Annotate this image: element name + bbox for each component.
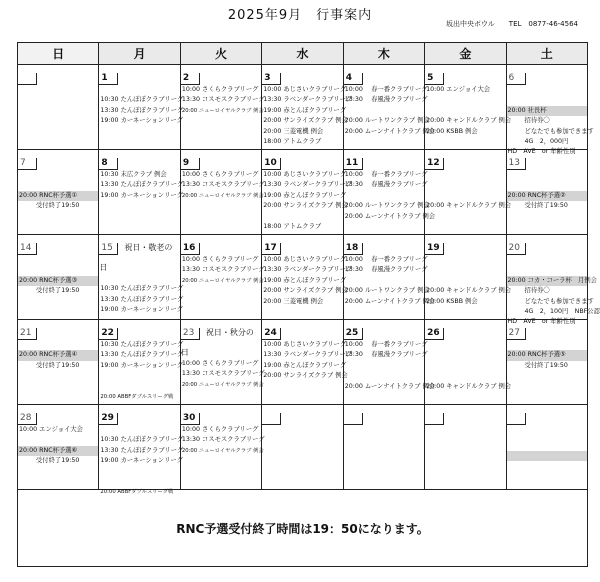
day-number: 23 (181, 328, 200, 340)
day-cell (99, 150, 184, 235)
event: 13:30 ラベンダークラブリーグ (263, 181, 353, 189)
event: 10:00 エンジョイ大会 (19, 426, 83, 433)
day-cell (425, 320, 512, 405)
day-number: 29 (99, 413, 118, 425)
event: 10:00 あじさいクラブリーグ (263, 171, 347, 178)
event: 20:00 ニューロイヤルクラブ 例会 (181, 277, 264, 284)
event: 10:00 春一番クラブリーグ (344, 341, 428, 348)
weekday-sun: 日 (18, 43, 99, 65)
event: 18:00 アトムクラブ (263, 138, 322, 146)
event: 20:00 ムーンナイトクラブ 例会 (344, 127, 436, 135)
event: 13:30 春風漫クラブリーグ (344, 351, 428, 359)
day-number: 4 (344, 73, 363, 85)
event: 13:30 ラベンダークラブリーグ (263, 351, 353, 359)
event: 10:30 たんぽぽクラブリーグ (100, 96, 184, 104)
day-cell (506, 235, 600, 326)
day-cell-empty (18, 65, 99, 150)
event: どなたでも参加できます (524, 127, 594, 135)
event: 20:00 ムーンナイトクラブ 例会 (344, 297, 436, 305)
event: 20:00 サンライズクラブ 例会 (263, 117, 348, 125)
week-row (18, 150, 588, 235)
event: 20:00 キャンドルクラブ 例会 (426, 202, 512, 210)
day-number: 22 (99, 328, 118, 340)
day-number: 8 (99, 158, 118, 170)
event: 20:00 RNC杯予選① (18, 191, 98, 201)
event: 10:00 さくらクラブリーグ (181, 256, 259, 263)
day-number: 20 (507, 243, 526, 255)
weekday-mon: 月 (99, 43, 180, 65)
event: 10:00 さくらクラブリーグ (181, 360, 259, 367)
day-cell (18, 235, 99, 320)
day-cell (180, 150, 265, 235)
event: 4G 2，000円 (524, 138, 569, 145)
event: 20:00 ニューロイヤルクラブ 例会 (181, 192, 264, 199)
holiday-label: 祝日・敬老の日 (99, 243, 173, 272)
day-cell (425, 235, 512, 320)
calendar-table (17, 42, 600, 567)
event: 4G 2，100円 NBF公認 (524, 308, 600, 315)
day-number: 10 (262, 158, 281, 170)
day-cell (18, 405, 99, 490)
event: 13:30 ラベンダークラブリーグ (263, 96, 353, 104)
event: 20:00 ABBFダブルスリーグ戦 (100, 489, 174, 496)
event: 13:30 春風漫クラブリーグ (344, 181, 428, 189)
event: 10:30 末広クラブ 例会 (100, 171, 167, 178)
venue-tel: TEL 0877-46-4564 (508, 20, 578, 28)
page-title: 2025年9月 行事案内 (227, 8, 373, 23)
event: 20:00 ムーンナイトクラブ 例会 (344, 212, 436, 220)
day-number: 13 (507, 158, 526, 170)
event: 13:30 コスモスクラブリーグ (181, 370, 265, 378)
day-cell (18, 150, 99, 235)
day-number: 14 (18, 243, 37, 255)
event: 19:00 赤とんぼクラブリーグ (263, 276, 347, 284)
event: 13:30 コスモスクラブリーグ (181, 266, 265, 274)
event: 19:00 カーネーションリーグ (100, 457, 183, 465)
event: 10:30 たんぽぽクラブリーグ (100, 436, 184, 444)
event: 13:30 コスモスクラブリーグ (181, 181, 265, 189)
event: 20:00 ニューロイヤルクラブ 例会 (181, 381, 264, 388)
day-cell (99, 320, 184, 405)
week-row (18, 405, 588, 490)
event: 20:00 ニューロイヤルクラブ 例会 (181, 447, 264, 454)
day-number: 7 (18, 158, 37, 170)
event: 20:00 ルートワンクラブ 例会 (344, 287, 430, 295)
event: 13:30 たんぽぽクラブリーグ (100, 106, 184, 114)
day-number: 9 (181, 158, 200, 170)
event: 20:00 RNC杯予選④ (18, 350, 98, 360)
weekday-wed: 水 (262, 43, 343, 65)
day-number: 26 (425, 328, 444, 340)
day-cell (180, 235, 265, 320)
event: 10:00 あじさいクラブリーグ (263, 341, 347, 348)
day-cell (506, 320, 587, 405)
day-number: 21 (18, 328, 37, 340)
event: 13:30 たんぽぽクラブリーグ (100, 295, 184, 303)
event: 20:00 RNC杯予選⑤ (507, 350, 587, 360)
event: 20:00 社長杯 (507, 106, 587, 116)
notice-row (18, 490, 588, 567)
day-cell (18, 320, 99, 405)
event: 19:00 赤とんぼクラブリーグ (263, 191, 347, 199)
day-number: 5 (425, 73, 444, 85)
event: 20:00 RNC杯予選③ (18, 276, 98, 286)
day-number: 3 (262, 73, 281, 85)
event: 13:30 たんぽぽクラブリーグ (100, 181, 184, 189)
day-cell (180, 65, 265, 150)
day-cell-empty (262, 405, 343, 490)
day-number: 2 (181, 73, 200, 85)
day-cell (425, 65, 512, 150)
event: 20:00 RNC杯予選⑥ (18, 446, 98, 456)
day-cell-empty (343, 405, 424, 490)
event: 20:00 ニューロイヤルクラブ 例会 (181, 107, 264, 114)
event: 20:00 サンライズクラブ 例会 (263, 202, 348, 210)
event: 10:00 あじさいクラブリーグ (263, 256, 347, 263)
event: 19:00 カーネーションリーグ (100, 306, 183, 314)
day-number: 24 (262, 328, 281, 340)
day-number: 30 (181, 413, 200, 425)
notice-text: RNC予選受付終了時間は19：50になります。 (18, 490, 588, 567)
event: 13:30 たんぽぽクラブリーグ (100, 351, 184, 359)
day-cell (425, 150, 512, 235)
event: HD AVE or 年齢性別 (507, 148, 576, 156)
event: 20:00 コカ・コーラ杯 月例会 (507, 276, 587, 286)
week-row (18, 65, 588, 150)
event: 20:00 三菱電機 例会 (263, 297, 324, 305)
day-cell (506, 150, 587, 235)
event: 13:30 春風漫クラブリーグ (344, 266, 428, 274)
holiday-label: 祝日・秋分の日 (180, 328, 254, 357)
day-number: 6 (507, 73, 526, 85)
day-cell (506, 65, 594, 156)
event: 19:00 カーネーションリーグ (100, 361, 183, 369)
event: 13:30 コスモスクラブリーグ (181, 96, 265, 104)
event: 招待券〇 (524, 287, 550, 295)
event: 10:00 さくらクラブリーグ (181, 171, 259, 178)
event: 10:30 たんぽぽクラブリーグ (100, 285, 184, 293)
day-number: 27 (507, 328, 526, 340)
day-number: 17 (262, 243, 281, 255)
event: 20:00 ムーンナイトクラブ 例会 (344, 382, 436, 390)
event: 20:00 RNC杯予選② (507, 191, 587, 201)
day-cell (99, 65, 184, 150)
event: 20:00 サンライズクラブ 例会 (263, 372, 348, 380)
event: 招待券〇 (524, 117, 550, 125)
event: 20:00 三菱電機 例会 (263, 127, 324, 135)
event: 18:00 アトムクラブ (263, 223, 322, 231)
venue-name: 坂出中央ボウル (446, 20, 495, 28)
week-row (18, 320, 588, 405)
day-cell (343, 65, 436, 150)
day-number: 12 (425, 158, 444, 170)
event: 受付終了19:50 (36, 457, 80, 465)
event: 受付終了19:50 (36, 287, 80, 295)
event: 10:00 さくらクラブリーグ (181, 86, 259, 93)
event: 20:00 KSBB 例会 (426, 127, 478, 135)
weekday-thu: 木 (343, 43, 424, 65)
event: 20:00 ルートワンクラブ 例会 (344, 117, 430, 125)
weekday-header (18, 43, 588, 65)
day-number: 1 (99, 73, 118, 85)
day-cell (99, 235, 184, 320)
event: 13:30 ラベンダークラブリーグ (263, 266, 353, 274)
event: どなたでも参加できます (524, 297, 594, 305)
event: HD AVE or 年齢性別 (507, 318, 576, 326)
venue-info (446, 19, 592, 29)
day-number: 25 (344, 328, 363, 340)
day-cell (262, 65, 353, 150)
event: 20:00 KSBB 例会 (426, 297, 478, 305)
day-number: 15 (99, 243, 118, 255)
event: 19:00 赤とんぼクラブリーグ (263, 106, 347, 114)
weekday-tue: 火 (180, 43, 261, 65)
day-cell-empty (506, 405, 587, 490)
day-cell (180, 405, 265, 490)
event: 10:00 春一番クラブリーグ (344, 256, 428, 263)
event: 19:00 カーネーションリーグ (100, 191, 183, 199)
day-number: 18 (344, 243, 363, 255)
highlight-bar (507, 451, 587, 461)
day-cell-empty (425, 405, 506, 490)
event: 受付終了19:50 (36, 202, 80, 210)
event: 13:30 コスモスクラブリーグ (181, 436, 265, 444)
event: 20:00 キャンドルクラブ 例会 (426, 287, 512, 295)
weekday-sat: 土 (506, 43, 587, 65)
day-number: 16 (181, 243, 200, 255)
day-number: 11 (344, 158, 363, 170)
day-cell (180, 320, 265, 405)
weekday-fri: 金 (425, 43, 506, 65)
event: 20:00 ABBFダブルスリーグ戦 (100, 394, 174, 400)
event: 10:00 春一番クラブリーグ (344, 86, 428, 93)
event: 20:00 キャンドルクラブ 例会 (426, 117, 512, 125)
event: 10:00 さくらクラブリーグ (181, 426, 259, 433)
event: 19:00 赤とんぼクラブリーグ (263, 361, 347, 369)
event: 13:30 春風漫クラブリーグ (344, 96, 428, 104)
event: 19:00 カーネーションリーグ (100, 117, 183, 125)
day-number: 28 (18, 413, 37, 425)
event: 受付終了19:50 (524, 361, 568, 369)
event: 10:00 あじさいクラブリーグ (263, 86, 347, 93)
day-number: 19 (425, 243, 444, 255)
event: 20:00 ルートワンクラブ 例会 (344, 202, 430, 210)
event: 10:00 春一番クラブリーグ (344, 171, 428, 178)
event: 20:00 サンライズクラブ 例会 (263, 287, 348, 295)
event: 20:00 キャンドルクラブ 例会 (426, 382, 512, 390)
event: 13:30 たんぽぽクラブリーグ (100, 446, 184, 454)
event: 受付終了19:50 (36, 361, 80, 369)
day-cell (99, 405, 184, 496)
event: 10:30 たんぽぽクラブリーグ (100, 341, 184, 348)
event: 10:00 エンジョイ大会 (426, 86, 491, 93)
week-row (18, 235, 588, 320)
event: 受付終了19:50 (524, 202, 568, 210)
